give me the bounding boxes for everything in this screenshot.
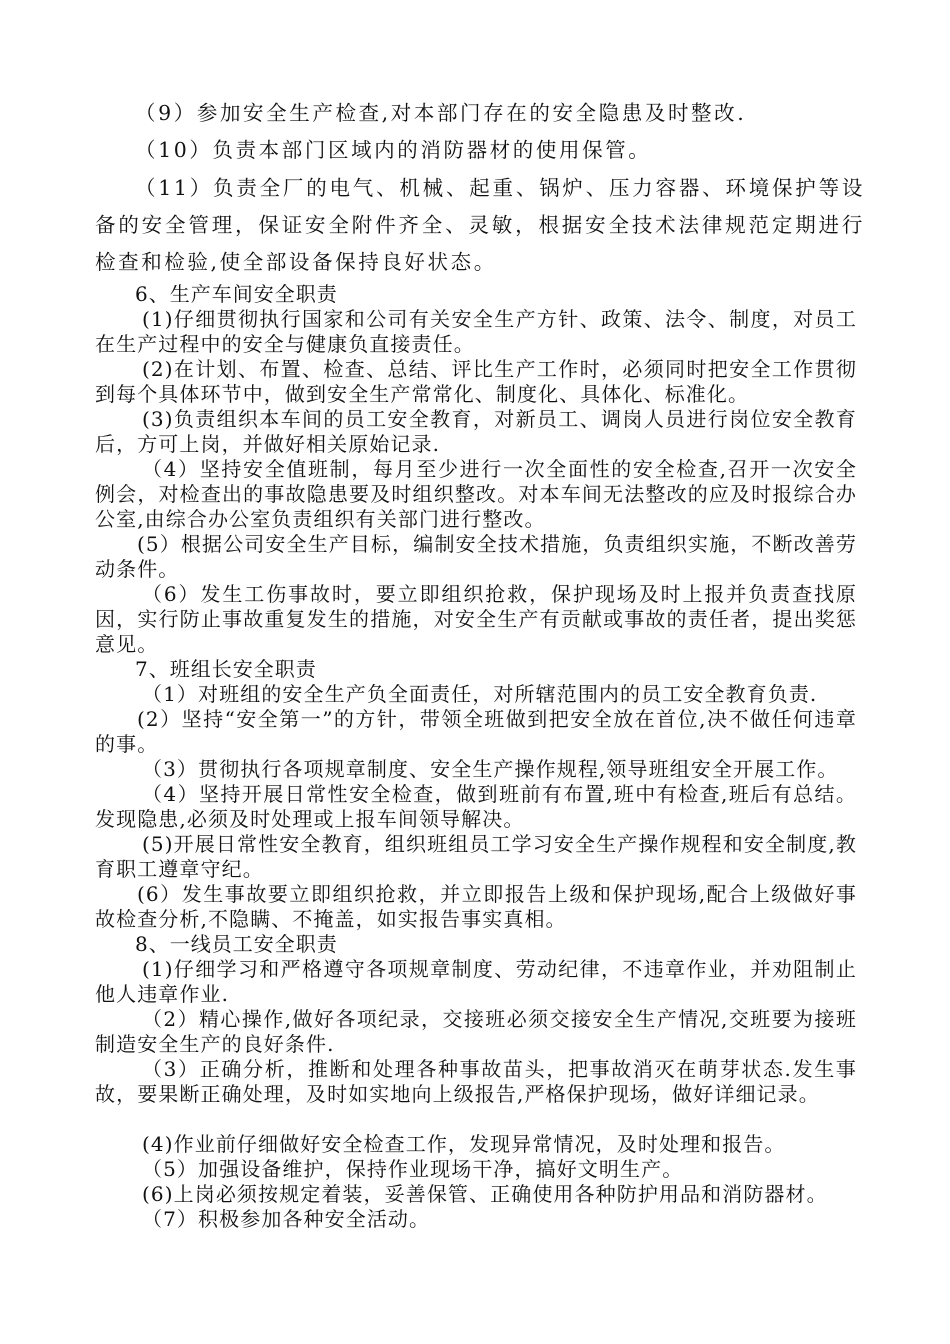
section-heading-8: 8、一线员工安全职责 — [135, 932, 338, 956]
paragraph-7-4: （4）坚持开展日常性安全检查，做到班前有布置,班中有检查,班后有总结。发现隐患,必须及时处理或上报车间领导解决。 — [95, 782, 857, 831]
paragraph-item-11: （11）负责全厂的电气、机械、起重、锅炉、压力容器、环境保护等设备的安全管理，保证安全附件齐全、灵敏，根据安全技术法律规范定期进行检查和检验,使全部设备保持良好状态。 — [95, 176, 865, 274]
paragraph-8-4: (4)作业前仔细做好安全检查工作，发现异常情况，及时处理和报告。 — [142, 1132, 786, 1156]
paragraph-item-9: （9）参加安全生产检查,对本部门存在的安全隐患及时整改. — [135, 101, 747, 125]
section-heading-6: 6、生产车间安全职责 — [135, 282, 338, 306]
paragraph-8-3: （3）正确分析，推断和处理各种事故苗头，把事故消灭在萌芽状态.发生事故，要果断正确处理，及时如实地向上级报告,严格保护现场，做好详细记录。 — [95, 1057, 857, 1106]
paragraph-7-5: (5)开展日常性安全教育，组织班组员工学习安全生产操作规程和安全制度,教育职工遵章守纪。 — [95, 832, 857, 881]
paragraph-6-1: (1)仔细贯彻执行国家和公司有关安全生产方针、政策、法令、制度，对员工在生产过程中的安全与健康负直接责任。 — [95, 307, 857, 356]
paragraph-7-3: （3）贯彻执行各项规章制度、安全生产操作规程,领导班组安全开展工作。 — [142, 757, 839, 781]
paragraph-8-6: (6)上岗必须按规定着装，妥善保管、正确使用各种防护用品和消防器材。 — [142, 1182, 828, 1206]
section-heading-7: 7、班组长安全职责 — [135, 657, 317, 681]
paragraph-6-3: (3)负责组织本车间的员工安全教育，对新员工、调岗人员进行岗位安全教育后，方可上岗，并做好相关原始记录. — [95, 407, 857, 456]
paragraph-6-5: (5）根据公司安全生产目标，编制安全技术措施，负责组织实施，不断改善劳动条件。 — [95, 532, 857, 581]
paragraph-8-7: （7）积极参加各种安全活动。 — [142, 1207, 431, 1231]
paragraph-8-5: （5）加强设备维护，保持作业现场干净，搞好文明生产。 — [142, 1157, 684, 1181]
paragraph-8-1: (1)仔细学习和严格遵守各项规章制度、劳动纪律，不违章作业，并劝阻制止他人违章作业. — [95, 957, 857, 1006]
paragraph-8-2: （2）精心操作,做好各项纪录，交接班必须交接安全生产情况,交班要为接班制造安全生产的良好条件. — [95, 1007, 857, 1056]
paragraph-6-2: (2)在计划、布置、检查、总结、评比生产工作时，必须同时把安全工作贯彻到每个具体环节中，做到安全生产常常化、制度化、具体化、标准化。 — [95, 357, 857, 406]
paragraph-7-2: (2）坚持“安全第一”的方针，带领全班做到把安全放在首位,决不做任何违章的事。 — [95, 707, 857, 756]
paragraph-item-10: （10）负责本部门区域内的消防器材的使用保管。 — [135, 138, 652, 162]
paragraph-7-6: (6）发生事故要立即组织抢救，并立即报告上级和保护现场,配合上级做好事故检查分析,不隐瞒、不掩盖，如实报告事实真相。 — [95, 882, 857, 931]
paragraph-6-4: （4）坚持安全值班制，每月至少进行一次全面性的安全检查,召开一次安全例会，对检查出的事故隐患要及时组织整改。对本车间无法整改的应及时报综合办公室,由综合办公室负责组织有关部门进行整改。 — [95, 457, 857, 531]
paragraph-6-6: （6）发生工伤事故时，要立即组织抢救，保护现场及时上报并负责查找原因，实行防止事故重复发生的措施，对安全生产有贡献或事故的责任者，提出奖惩意见。 — [95, 582, 857, 656]
paragraph-7-1: （1）对班组的安全生产负全面责任，对所辖范围内的员工安全教育负责. — [142, 682, 818, 706]
